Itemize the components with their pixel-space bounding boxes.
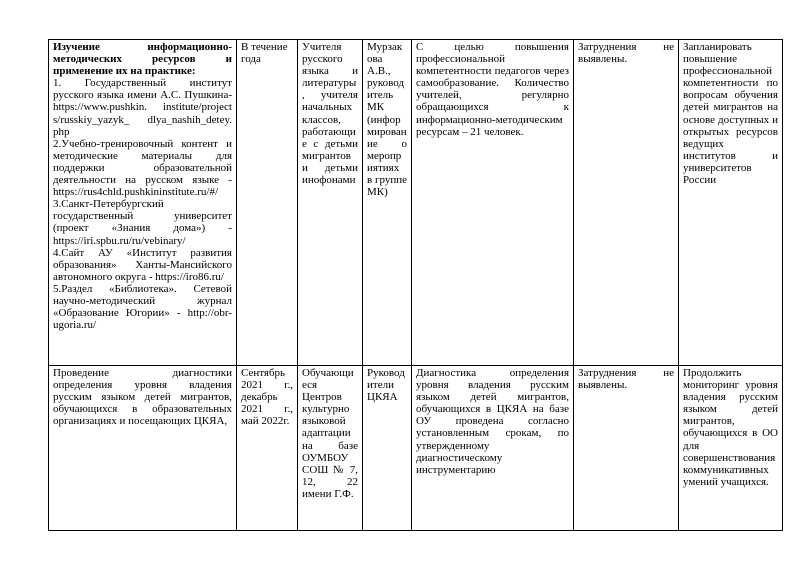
report-table bbox=[48, 39, 783, 531]
plans-cell: Запланировать повышение профессиональной компетентности по вопросам обучения детей мигрантов на основе доступных и открытых ресурсов ведущих институтов и университетов России bbox=[679, 40, 783, 366]
resource-item-1: 1. Государственный институт русского языка имени А.С. Пушкина- https://www.pushkin. institute/project s/russkiy_yazyk_ dlya_nashih_detey. php bbox=[53, 77, 232, 138]
difficulties-cell: Затруднения не выявлены. bbox=[574, 40, 679, 366]
activity-cell bbox=[49, 40, 237, 366]
table-row bbox=[49, 40, 783, 366]
activity-text: Проведение диагностики определения уровня владения русским языком детей мигрантов, обучающихся в образовательных организациях и посещающих ЦКЯА, bbox=[53, 367, 232, 428]
resource-item-2: 2.Учебно-тренировочный контент и методические материалы для поддержки образовательной деятельности на русском языке - https://rus4chld.pushkininstitute.ru/#/ bbox=[53, 137, 232, 199]
responsible-cell: Руководители ЦКЯА bbox=[363, 366, 412, 531]
participants-cell: Учителя русского языка и литературы, учителя начальных классов, работающие с детьми мигрантов и детьми инофонами bbox=[298, 40, 363, 366]
period-cell: Сентябрь 2021 г., декабрь 2021 г., май 2022г. bbox=[237, 366, 298, 531]
resource-item-4: 4.Сайт АУ «Институт развития образования» Ханты-Мансийского автономного округа - https://iro86.ru/ bbox=[53, 246, 232, 283]
result-cell: Диагностика определения уровня владения русским языком детей мигрантов, обучающихся в ЦКЯА на базе ОУ проведена согласно установленным срокам, по утвержденному диагностическому инструментарию bbox=[412, 366, 574, 531]
activity-title: Изучение информационно-методических ресурсов и применение их на практике: bbox=[53, 41, 232, 78]
difficulties-cell: Затруднения не выявлены. bbox=[574, 366, 679, 531]
activity-cell bbox=[49, 366, 237, 531]
table-row bbox=[49, 366, 783, 531]
resource-item-3: 3.Санкт-Петербургский государственный университет (проект «Знания дома») - https://iri.spbu.ru/ru/vebinary/ bbox=[53, 198, 232, 247]
resource-item-5: 5.Раздел «Библиотека». Сетевой научно-методический журнал «Образование Югории» - http://obr-ugoria.ru/ bbox=[53, 282, 232, 332]
plans-cell: Продолжить мониторинг уровня владения русским языком детей мигрантов, обучающихся в ОО для совершенствования коммуникативных умений учащихся. bbox=[679, 366, 783, 531]
responsible-cell: Мурзакова А.В., руководитель МК (информирование о мероприятиях в группе МК) bbox=[363, 40, 412, 366]
period-cell: В течение года bbox=[237, 40, 298, 366]
participants-cell: Обучающиеся Центров культурно языковой адаптации на базе ОУМБОУ СОШ № 7, 12, 22 имени Г.Ф. bbox=[298, 366, 363, 531]
result-cell: С целью повышения профессиональной компетентности педагогов через самообразование. Количество учителей, регулярно обращающихся к информационно-методическим ресурсам – 21 человек. bbox=[412, 40, 574, 366]
